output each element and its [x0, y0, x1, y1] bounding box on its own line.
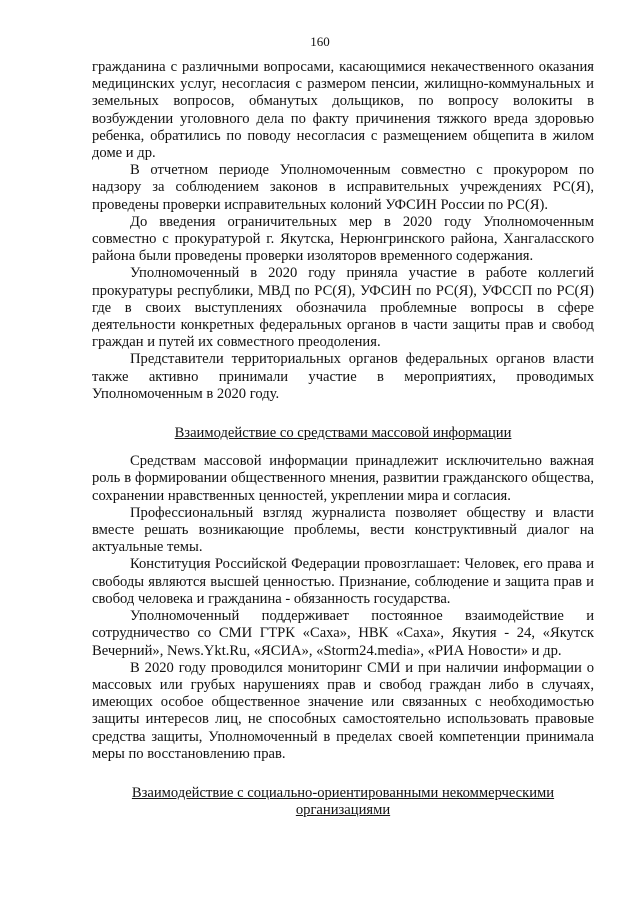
paragraph: До введения ограничительных мер в 2020 году Уполномоченным совместно с прокуратурой г. Якутска, Нерюнгринского района, Хангаласского района были проведены проверки изоляторов временного содержания.	[92, 213, 594, 265]
paragraph-continued: гражданина с различными вопросами, касающимися некачественного оказания медицинских услуг, несогласия с размером пенсии, жилищно-коммунальных и земельных вопросов, обманутых дольщиков, по вопросу волокиты в возбуждении уголовного дела по факту причинения тяжкого вреда здоровью ребенка, обратились по поводу несогласия с размещением общепита в жилом доме и др.	[92, 59, 594, 162]
paragraph: Уполномоченный в 2020 году приняла участие в работе коллегий прокуратуры республики, МВД по РС(Я), УФСИН по РС(Я), УФССП по РС(Я) где в своих выступлениях обозначила проблемные вопросы в сфере деятельности конкретных федеральных органов в части защиты прав и свобод граждан и путей их совместного преодоления.	[92, 265, 594, 351]
section-heading-nko-line2: организациями	[295, 802, 391, 819]
page-content	[92, 59, 594, 819]
page-number: 160	[310, 34, 330, 49]
paragraph: В отчетном периоде Уполномоченным совместно с прокурором по надзору за соблюдением законов в исправительных учреждениях РС(Я), проведены проверки исправительных колоний УФСИН России по РС(Я).	[92, 162, 594, 213]
paragraph: В 2020 году проводился мониторинг СМИ и при наличии информации о массовых или грубых нарушениях прав и свобод граждан либо в случаях, имеющих особое общественное значение или связанных с необходимостью защиты интересов лиц, не способных самостоятельно использовать правовые средства защиты, Уполномоченный в пределах своей компетенции принимала меры по восстановлению прав.	[92, 659, 594, 762]
paragraph: Конституция Российской Федерации провозглашает: Человек, его права и свободы являются высшей ценностью. Признание, соблюдение и защита прав и свобод человека и гражданина - обязанность государства.	[92, 556, 594, 607]
section-heading-mass-media: Взаимодействие со средствами массовой информации	[174, 425, 512, 442]
paragraph: Средствам массовой информации принадлежит исключительно важная роль в формировании общественного мнения, развитии гражданского общества, сохранении нравственных ценностей, укреплении мира и согласия.	[92, 453, 594, 504]
paragraph: Профессиональный взгляд журналиста позволяет обществу и власти вместе решать возникающие проблемы, вести конструктивный диалог на актуальные темы.	[92, 504, 594, 556]
paragraph: Представители территориальных органов федеральных органов власти также активно принимали участие в мероприятиях, проводимых Уполномоченным в 2020 году.	[92, 351, 594, 402]
section-heading-nko	[92, 785, 594, 819]
paragraph: Уполномоченный поддерживает постоянное взаимодействие и сотрудничество со СМИ ГТРК «Саха», НВК «Саха», Якутия - 24, «Якутск Вечерний», News.Ykt.Ru, «ЯСИА», «Storm24.media», «РИА Новости» и др.	[92, 608, 594, 659]
section-heading-nko-line1: Взаимодействие с социально-ориентированными некоммерческими	[131, 784, 555, 801]
